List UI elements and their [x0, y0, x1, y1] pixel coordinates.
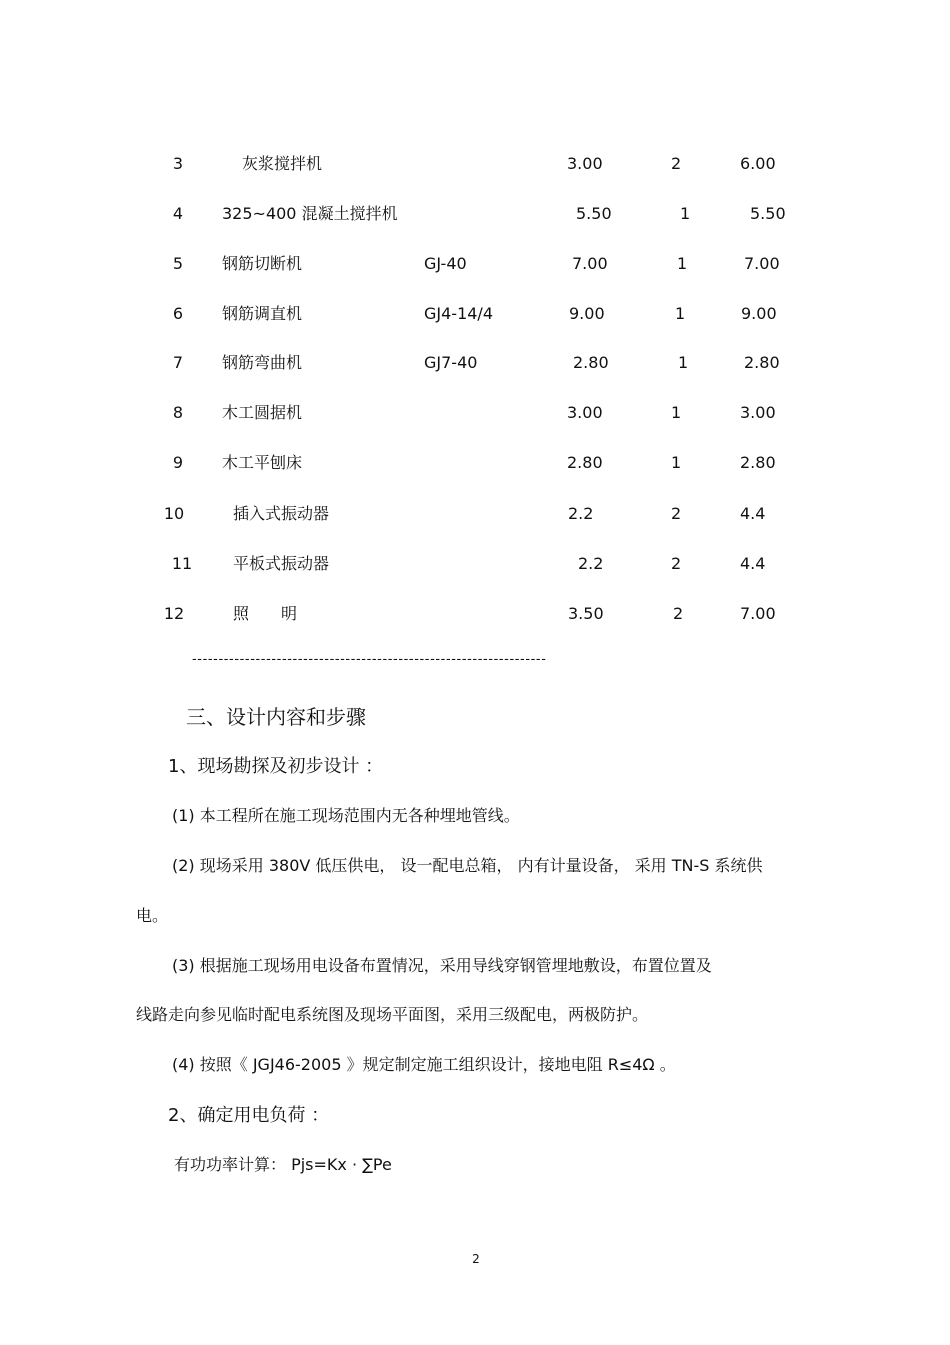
power-formula: 有功功率计算： Pjs=Kx · ∑Pe [174, 1155, 392, 1174]
quantity: 2 [671, 504, 682, 523]
equipment-model: GJ7-40 [424, 353, 478, 372]
table-row [0, 451, 950, 475]
total-power: 7.00 [740, 604, 776, 623]
table-row [0, 552, 950, 576]
equipment-name: 钢筋切断机 [222, 254, 303, 273]
rated-power: 3.00 [567, 154, 603, 173]
rated-power: 2.2 [568, 504, 594, 523]
equipment-name: 灰浆搅拌机 [242, 154, 323, 173]
rated-power: 3.50 [568, 604, 604, 623]
table-divider: ------------------------------------------------------------------- [192, 652, 547, 667]
page-number: 2 [472, 1252, 480, 1266]
paragraph-2-line-1: (2) 现场采用 380V 低压供电， 设一配电总箱， 内有计量设备， 采用 TN-S 系统供 [172, 856, 763, 875]
equipment-name: 钢筋弯曲机 [222, 353, 303, 372]
table-row [0, 152, 950, 176]
table-row [0, 302, 950, 326]
quantity: 1 [680, 204, 691, 223]
table-row [0, 602, 950, 626]
rated-power: 2.2 [578, 554, 604, 573]
total-power: 6.00 [740, 154, 776, 173]
total-power: 4.4 [740, 554, 766, 573]
table-row [0, 502, 950, 526]
equipment-name: 325~400 混凝土搅拌机 [222, 204, 398, 223]
paragraph-3-line-1: (3) 根据施工现场用电设备布置情况，采用导线穿钢管埋地敷设，布置位置及 [172, 956, 712, 975]
equipment-name: 插入式振动器 [233, 504, 330, 523]
paragraph-1: (1) 本工程所在施工现场范围内无各种埋地管线。 [172, 806, 520, 825]
row-number: 5 [172, 254, 184, 273]
quantity: 2 [671, 154, 682, 173]
paragraph-2-line-2: 电。 [136, 906, 169, 925]
rated-power: 7.00 [572, 254, 608, 273]
quantity: 1 [671, 453, 682, 472]
equipment-name: 木工圆据机 [222, 403, 303, 422]
equipment-name: 钢筋调直机 [222, 304, 303, 323]
rated-power: 9.00 [569, 304, 605, 323]
total-power: 2.80 [744, 353, 780, 372]
quantity: 2 [673, 604, 684, 623]
equipment-name: 平板式振动器 [233, 554, 330, 573]
quantity: 1 [675, 304, 686, 323]
section-heading: 三、设计内容和步骤 [186, 705, 366, 729]
rated-power: 2.80 [573, 353, 609, 372]
rated-power: 2.80 [567, 453, 603, 472]
equipment-model: GJ-40 [424, 254, 467, 273]
total-power: 9.00 [741, 304, 777, 323]
total-power: 2.80 [740, 453, 776, 472]
row-number: 4 [172, 204, 184, 223]
row-number: 11 [171, 554, 193, 573]
row-number: 7 [172, 353, 184, 372]
row-number: 10 [163, 504, 185, 523]
subsection-load: 2、确定用电负荷 ： [168, 1105, 330, 1126]
quantity: 1 [671, 403, 682, 422]
row-number: 6 [172, 304, 184, 323]
row-number: 3 [172, 154, 184, 173]
total-power: 3.00 [740, 403, 776, 422]
total-power: 7.00 [744, 254, 780, 273]
quantity: 2 [671, 554, 682, 573]
equipment-name: 木工平刨床 [222, 453, 303, 472]
total-power: 4.4 [740, 504, 766, 523]
quantity: 1 [678, 353, 689, 372]
paragraph-4: (4) 按照《 JGJ46-2005 》规定制定施工组织设计，接地电阻 R≤4Ω 。 [172, 1055, 676, 1074]
table-row [0, 252, 950, 276]
table-row [0, 401, 950, 425]
total-power: 5.50 [750, 204, 786, 223]
row-number: 9 [172, 453, 184, 472]
rated-power: 5.50 [576, 204, 612, 223]
table-row [0, 351, 950, 375]
row-number: 8 [172, 403, 184, 422]
equipment-name: 照 明 [233, 604, 298, 623]
quantity: 1 [677, 254, 688, 273]
paragraph-3-line-2: 线路走向参见临时配电系统图及现场平面图，采用三级配电，两极防护。 [136, 1005, 649, 1024]
table-row [0, 202, 950, 226]
equipment-model: GJ4-14/4 [424, 304, 493, 323]
subsection-survey: 1、现场勘探及初步设计 ： [168, 756, 384, 777]
rated-power: 3.00 [567, 403, 603, 422]
row-number: 12 [163, 604, 185, 623]
